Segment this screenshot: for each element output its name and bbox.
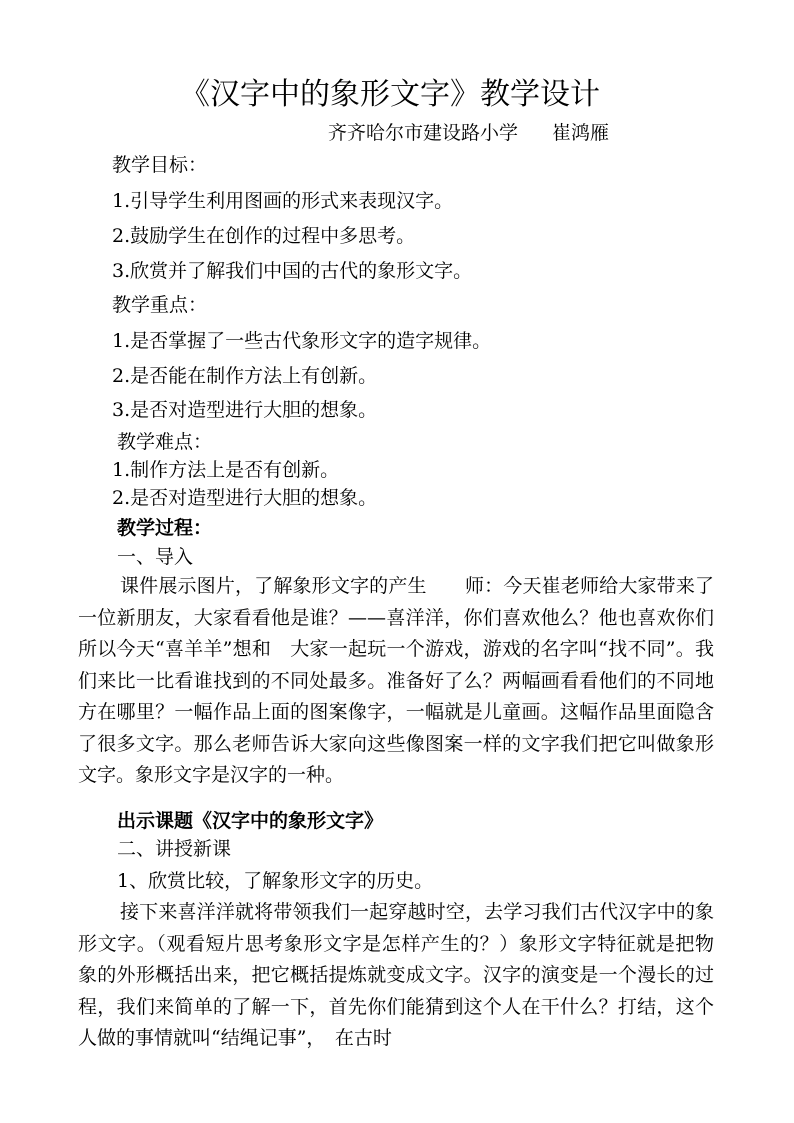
goal-item: 3.欣赏并了解我们中国的古代的象形文字。 (112, 260, 473, 282)
key-point-item: 2.是否能在制作方法上有创新。 (112, 365, 378, 387)
intro-paragraph: 课件展示图片，了解象形文字的产生 师：今天崔老师给大家带来了一位新朋友，大家看看他是谁？——喜洋洋，你们喜欢他么？他也喜欢你们所以今天“喜羊羊”想和 大家一起玩一个游戏，游戏的名字叫“找不同”。我们来比一比看谁找到的不同处最多。准备好了么？两幅画看看他们的不同地方在哪里？一幅作品上面的图案像字，一幅就是儿童画。这幅作品里面隐含了很多文字。那么老师告诉大家向这些像图案一样的文字我们把它叫做象形文字。象形文字是汉字的一种。 (78, 575, 714, 786)
key-points-heading: 教学重点： (112, 294, 208, 316)
goal-item: 2.鼓励学生在创作的过程中多思考。 (112, 225, 416, 247)
school-name: 齐齐哈尔市建设路小学 (328, 122, 519, 144)
process-heading: 教学过程： (117, 517, 213, 539)
goal-item: 1.引导学生利用图画的形式来表现汉字。 (112, 190, 454, 212)
difficult-point-item: 1.制作方法上是否有创新。 (112, 459, 340, 481)
topic-line: 出示课题《汉字中的象形文字》 (117, 810, 384, 832)
document-title: 《汉字中的象形文字》教学设计 (180, 77, 600, 112)
difficult-points-heading: 教学难点： (117, 431, 213, 453)
author-name: 崔鸿雁 (552, 122, 610, 144)
goals-heading: 教学目标： (112, 154, 208, 176)
key-point-item: 3.是否对造型进行大胆的想象。 (112, 399, 378, 421)
author-line (328, 120, 609, 146)
section-intro-heading: 一、导入 (117, 546, 194, 568)
difficult-point-item: 2.是否对造型进行大胆的想象。 (112, 487, 378, 509)
key-point-item: 1.是否掌握了一些古代象形文字的造字规律。 (112, 330, 492, 352)
section-new-lesson-heading: 二、讲授新课 (117, 838, 232, 860)
subsection-heading: 1、欣赏比较，了解象形文字的历史。 (117, 870, 434, 892)
lesson-paragraph: 接下来喜洋洋就将带领我们一起穿越时空，去学习我们古代汉字中的象形文字。（观看短片思考象形文字是怎样产生的？）象形文字特征就是把物象的外形概括出来，把它概括提炼就变成文字。汉字的演变是一个漫长的过程，我们来简单的了解一下，首先你们能猜到这个人在干什么？打结，这个人做的事情就叫“结绳记事”， 在古时 (78, 901, 714, 1049)
